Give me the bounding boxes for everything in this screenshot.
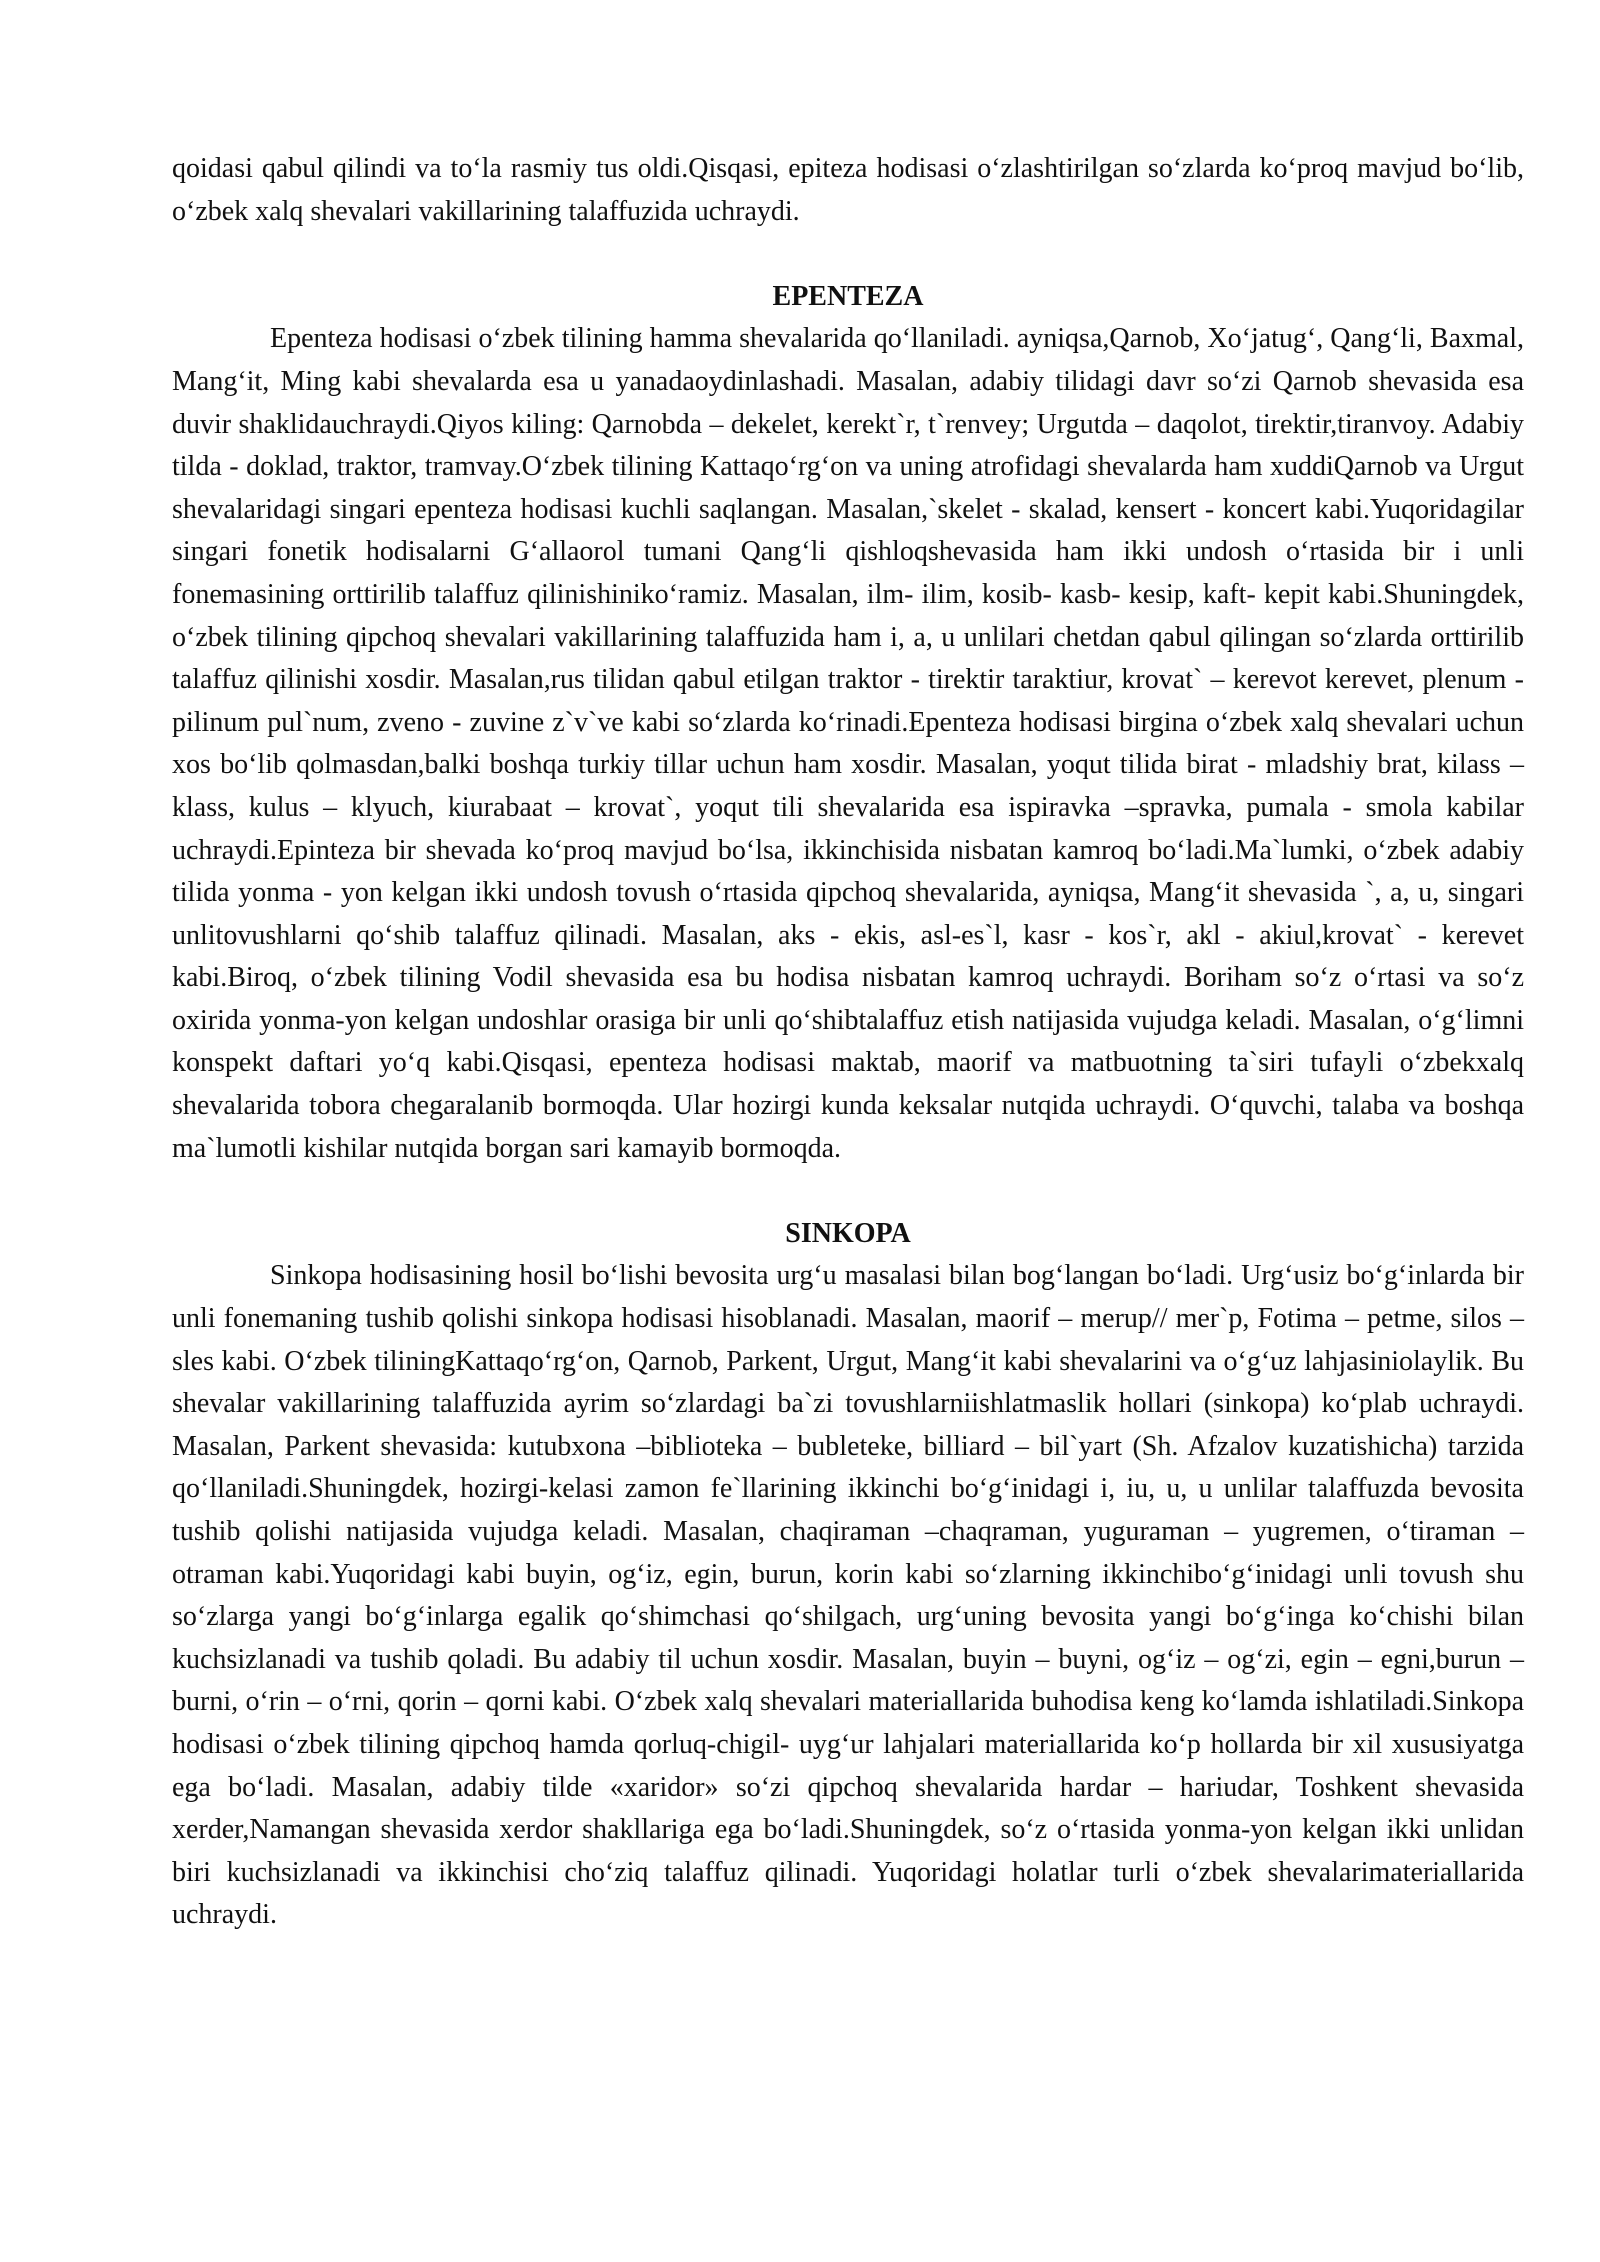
section-heading-sinkopa: SINKOPA: [785, 1217, 911, 1249]
sinkopa-paragraph: Sinkopa hodisasining hosil bo‘lishi bevosita urg‘u masalasi bilan bog‘langan bo‘ladi. Urg‘usiz bo‘g‘inlarda bir unli fonemaning tushib qolishi sinkopa hodisasi hisoblanadi. Masalan, maorif – merup// mer`p, Fotima – petme, silos – sles kabi. O‘zbek tiliningKattaqo‘rg‘on, Qarnob, Parkent, Urgut, Mang‘it kabi shevalarini va o‘g‘uz lahjasiniolaylik. Bu shevalar vakillarining talaffuzida ayrim so‘zlardagi ba`zi tovushlarniishlatmaslik hollari (sinkopa) ko‘plab uchraydi. Masalan, Parkent shevasida: kutubxona –biblioteka – bubleteke, billiard – bil`yart (Sh. Afzalov kuzatishicha) tarzida qo‘llaniladi.Shuningdek, hozirgi-kelasi zamon fe`llarining ikkinchi bo‘g‘inidagi i, iu, u, u unlilar talaffuzda bevosita tushib qolishi natijasida vujudga keladi. Masalan, chaqiraman –chaqraman, yuguraman – yugremen, o‘tiraman – otraman kabi.Yuqoridagi kabi buyin, og‘iz, egin, burun, korin kabi so‘zlarning ikkinchibo‘g‘inidagi unli tovush shu so‘zlarga yangi bo‘g‘inlarga egalik qo‘shimchasi qo‘shilgach, urg‘uning bevosita yangi bo‘g‘inga ko‘chishi bilan kuchsizlanadi va tushib qoladi. Bu adabiy til uchun xosdir. Masalan, buyin – buyni, og‘iz – og‘zi, egin – egni,burun – burni, o‘rin – o‘rni, qorin – qorni kabi. O‘zbek xalq shevalari materiallarida buhodisa keng ko‘lamda ishlatiladi.Sinkopa hodisasi o‘zbek tilining qipchoq hamda qorluq-chigil- uyg‘ur lahjalari materiallarida ko‘p hollarda bir xil xususiyatga ega bo‘ladi. Masalan, adabiy tilde «xaridor» so‘zi qipchoq shevalarida hardar – hariudar, Toshkent shevasida xerder,Namangan shevasida xerdor shakllariga ega bo‘ladi.Shuningdek, so‘z o‘rtasida yonma-yon kelgan ikki unlidan biri kuchsizlanadi va ikkinchisi cho‘ziq talaffuz qilinadi. Yuqoridagi holatlar turli o‘zbek shevalarimateriallarida uchraydi.: [172, 1260, 1524, 1931]
epenteza-paragraph: Epenteza hodisasi o‘zbek tilining hamma shevalarida qo‘llaniladi. ayniqsa,Qarnob, Xo‘jatug‘, Qang‘li, Baxmal, Mang‘it, Ming kabi shevalarda esa u yanadaoydinlashadi. Masalan, adabiy tilidagi davr so‘zi Qarnob shevasida esa duvir shaklidauchraydi.Qiyos kiling: Qarnobda – dekelet, kerekt`r, t`renvey; Urgutda – daqolot, tirektir,tiranvoy. Adabiy tilda - doklad, traktor, tramvay.O‘zbek tilining Kattaqo‘rg‘on va uning atrofidagi shevalarda ham xuddiQarnob va Urgut shevalaridagi singari epenteza hodisasi kuchli saqlangan. Masalan,`skelet - skalad, kensert - koncert kabi.Yuqoridagilar singari fonetik hodisalarni G‘allaorol tumani Qang‘li qishloqshevasida ham ikki undosh o‘rtasida bir i unli fonemasining orttirilib talaffuz qilinishiniko‘ramiz. Masalan, ilm- ilim, kosib- kasb- kesip, kaft- kepit kabi.Shuningdek, o‘zbek tilining qipchoq shevalari vakillarining talaffuzida ham i, a, u unlilari chetdan qabul qilingan so‘zlarda orttirilib talaffuz qilinishi xosdir. Masalan,rus tilidan qabul etilgan traktor - tirektir taraktiur, krovat` – kerevot kerevet, plenum -pilinum pul`num, zveno - zuvine z`v`ve kabi so‘zlarda ko‘rinadi.Epenteza hodisasi birgina o‘zbek xalq shevalari uchun xos bo‘lib qolmasdan,balki boshqa turkiy tillar uchun ham xosdir. Masalan, yoqut tilida birat - mladshiy brat, kilass – klass, kulus – klyuch, kiurabaat – krovat`, yoqut tili shevalarida esa ispiravka –spravka, pumala - smola kabilar uchraydi.Epinteza bir shevada ko‘proq mavjud bo‘lsa, ikkinchisida nisbatan kamroq bo‘ladi.Ma`lumki, o‘zbek adabiy tilida yonma - yon kelgan ikki undosh tovush o‘rtasida qipchoq shevalarida, ayniqsa, Mang‘it shevasida `, a, u, singari unlitovushlarni qo‘shib talaffuz qilinadi. Masalan, aks - ekis, asl-es`l, kasr - kos`r, akl - akiul,krovat` - kerevet kabi.Biroq, o‘zbek tilining Vodil shevasida esa bu hodisa nisbatan kamroq uchraydi. Boriham so‘z o‘rtasi va so‘z oxirida yonma-yon kelgan undoshlar orasiga bir unli qo‘shibtalaffuz etish natijasida vujudga keladi. Masalan, o‘g‘limni konspekt daftari yo‘q kabi.Qisqasi, epenteza hodisasi maktab, maorif va matbuotning ta`siri tufayli o‘zbekxalq shevalarida tobora chegaralanib bormoqda. Ular hozirgi kunda keksalar nutqida uchraydi. O‘quvchi, talaba va boshqa ma`lumotli kishilar nutqida borgan sari kamayib bormoqda.: [172, 323, 1524, 1164]
section-gap: [172, 1170, 1524, 1213]
document-page: [172, 148, 1524, 1937]
section-gap: [172, 233, 1524, 276]
intro-paragraph: qoidasi qabul qilindi va to‘la rasmiy tus oldi.Qisqasi, epiteza hodisasi o‘zlashtirilgan so‘zlarda ko‘proq mavjud bo‘lib, o‘zbek xalq shevalari vakillarining talaffuzida uchraydi.: [172, 153, 1524, 227]
section-heading-epenteza: EPENTEZA: [772, 280, 924, 312]
